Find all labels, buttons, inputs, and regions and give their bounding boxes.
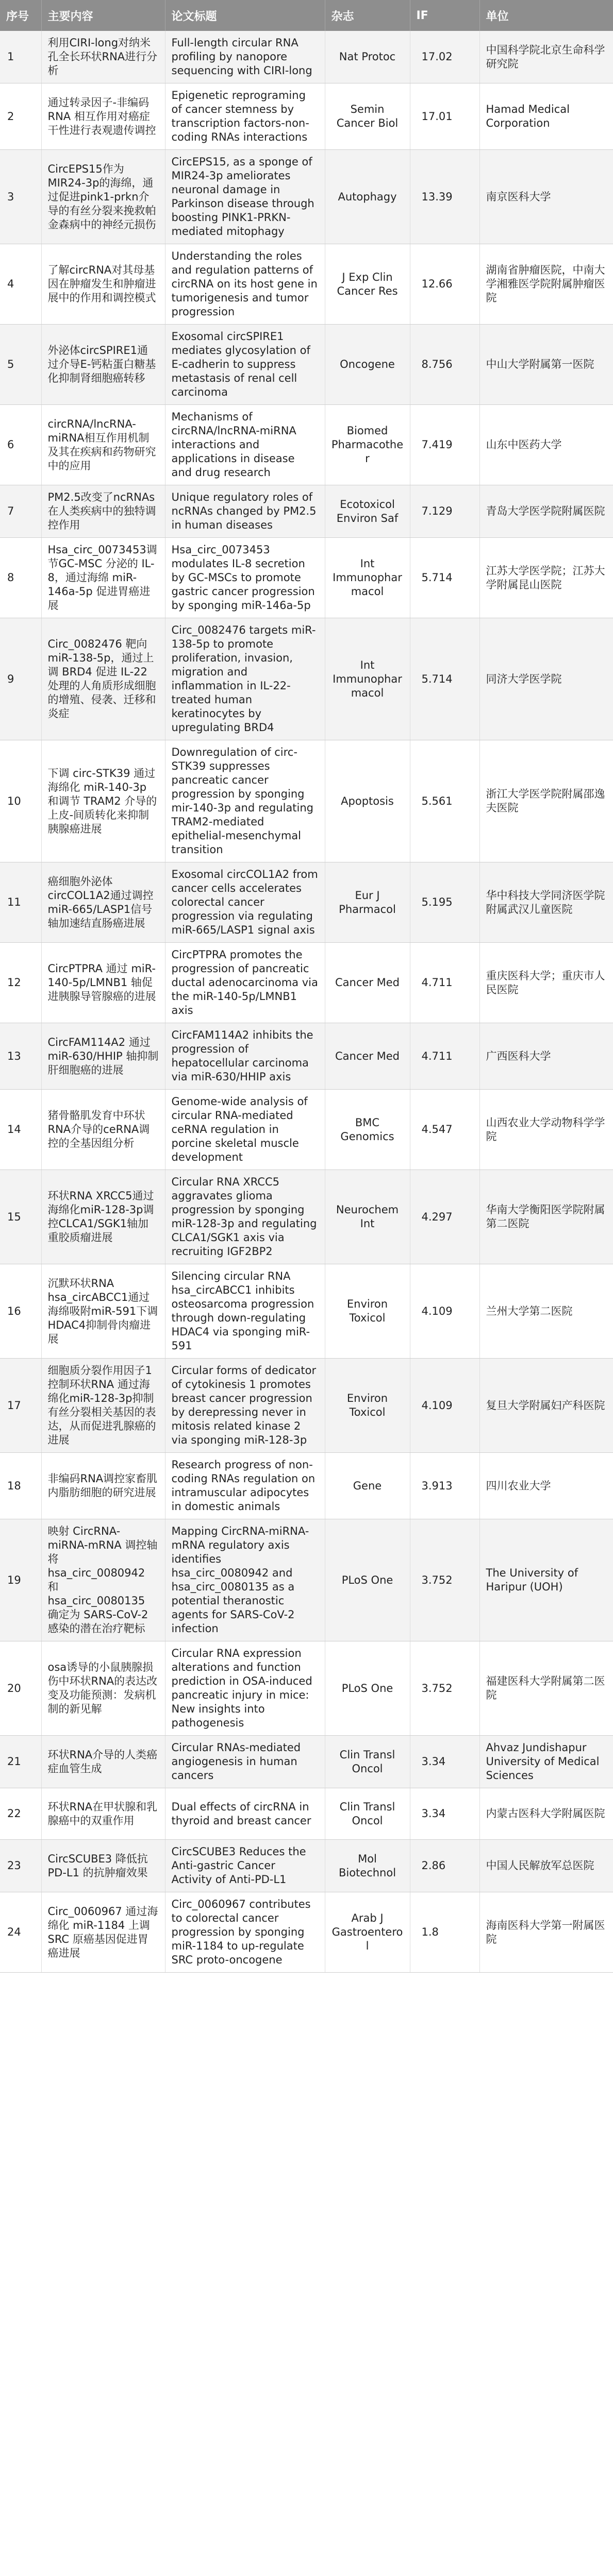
table-row <box>0 83 613 150</box>
main-content-cell: 映射 CircRNA-miRNA-mRNA 调控轴将 hsa_circ_0080942 和 hsa_circ_0080135 确定为 SARS-CoV-2 感染的潜在治疗靶标 <box>41 1519 165 1641</box>
main-content-cell: Circ_0060967 通过海绵化 miR-1184 上调 SRC 原癌基因促进胃癌进展 <box>41 1892 165 1973</box>
row-number: 6 <box>0 405 41 485</box>
impact-factor-cell: 12.66 <box>410 244 479 325</box>
paper-title-cell: CircPTPRA promotes the progression of pancreatic ductal adenocarcinoma via the miR-140-5p/LMNB1 axis <box>165 943 325 1023</box>
main-content-cell: 细胞质分裂作用因子1控制环状RNA 通过海绵化miR-128-3p抑制有丝分裂相关基因的表达，从而促进乳腺癌的进展 <box>41 1359 165 1453</box>
paper-title-cell: Circular RNA XRCC5 aggravates glioma progression by sponging miR-128-3p and regulating CLCA1/SGK1 axis via recruiting IGF2BP2 <box>165 1170 325 1264</box>
journal-cell: Eur J Pharmacol <box>325 862 410 943</box>
table-row <box>0 1359 613 1453</box>
header-paper-title: 论文标题 <box>165 0 325 31</box>
table-row <box>0 538 613 618</box>
impact-factor-cell: 7.129 <box>410 485 479 538</box>
row-number: 12 <box>0 943 41 1023</box>
journal-cell: Nat Protoc <box>325 31 410 83</box>
paper-title-cell: Genome-wide analysis of circular RNA-mediated ceRNA regulation in porcine skeletal muscle development <box>165 1090 325 1170</box>
impact-factor-cell: 17.02 <box>410 31 479 83</box>
impact-factor-cell: 4.109 <box>410 1359 479 1453</box>
header-impact-factor: IF <box>410 0 479 31</box>
institution-cell: 湖南省肿瘤医院，中南大学湘雅医学院附属肿瘤医院 <box>479 244 613 325</box>
table-row <box>0 943 613 1023</box>
main-content-cell: 沉默环状RNA hsa_circABCC1通过海绵吸附miR-591下调HDAC4抑制骨肉瘤进展 <box>41 1264 165 1359</box>
main-content-cell: 非编码RNA调控家畜肌内脂肪细胞的研究进展 <box>41 1453 165 1519</box>
row-number: 17 <box>0 1359 41 1453</box>
row-number: 2 <box>0 83 41 150</box>
table-row <box>0 1736 613 1788</box>
journal-cell: Apoptosis <box>325 740 410 862</box>
journal-cell: Int Immunopharmacol <box>325 538 410 618</box>
paper-title-cell: Circular forms of dedicator of cytokinesis 1 promotes breast cancer progression by derepressing never in mitosis related kinase 2 via sponging miR-128-3p <box>165 1359 325 1453</box>
paper-title-cell: Hsa_circ_0073453 modulates IL-8 secretion by GC-MSCs to promote gastric cancer progression by sponging miR-146a-5p <box>165 538 325 618</box>
row-number: 10 <box>0 740 41 862</box>
row-number: 21 <box>0 1736 41 1788</box>
row-number: 13 <box>0 1023 41 1090</box>
main-content-cell: 了解circRNA对其母基因在肿瘤发生和肿瘤进展中的作用和调控模式 <box>41 244 165 325</box>
journal-cell: Biomed Pharmacother <box>325 405 410 485</box>
impact-factor-cell: 3.34 <box>410 1788 479 1840</box>
table-row <box>0 1519 613 1641</box>
main-content-cell: circRNA/lncRNA-miRNA相互作用机制及其在疾病和药物研究中的应用 <box>41 405 165 485</box>
main-content-cell: 下调 circ-STK39 通过海绵化 miR-140-3p 和调节 TRAM2 介导的上皮-间质转化来抑制胰腺癌进展 <box>41 740 165 862</box>
paper-title-cell: CircSCUBE3 Reduces the Anti-gastric Cancer Activity of Anti-PD-L1 <box>165 1840 325 1892</box>
main-content-cell: 癌细胞外泌体circCOL1A2通过调控miR-665/LASP1信号轴加速结直肠癌进展 <box>41 862 165 943</box>
impact-factor-cell: 17.01 <box>410 83 479 150</box>
table-row <box>0 1453 613 1519</box>
institution-cell: 中国科学院北京生命科学研究院 <box>479 31 613 83</box>
table-row <box>0 244 613 325</box>
journal-cell: Clin Transl Oncol <box>325 1736 410 1788</box>
main-content-cell: PM2.5改变了ncRNAs在人类疾病中的独特调控作用 <box>41 485 165 538</box>
journal-cell: Clin Transl Oncol <box>325 1788 410 1840</box>
institution-cell: 中国人民解放军总医院 <box>479 1840 613 1892</box>
table-row <box>0 405 613 485</box>
impact-factor-cell: 7.419 <box>410 405 479 485</box>
row-number: 18 <box>0 1453 41 1519</box>
row-number: 23 <box>0 1840 41 1892</box>
impact-factor-cell: 3.913 <box>410 1453 479 1519</box>
institution-cell: 四川农业大学 <box>479 1453 613 1519</box>
main-content-cell: 外泌体circSPIRE1通过介导E-钙粘蛋白糖基化抑制肾细胞癌转移 <box>41 325 165 405</box>
table-row <box>0 31 613 83</box>
table-row <box>0 325 613 405</box>
row-number: 24 <box>0 1892 41 1973</box>
table-row <box>0 1788 613 1840</box>
header-main-content: 主要内容 <box>41 0 165 31</box>
journal-cell: Semin Cancer Biol <box>325 83 410 150</box>
row-number: 1 <box>0 31 41 83</box>
paper-title-cell: Mapping CircRNA-miRNA-mRNA regulatory axis identifies hsa_circ_0080942 and hsa_circ_0080135 as a potential theranostic agents for SARS-CoV-2 infection <box>165 1519 325 1641</box>
main-content-cell: 环状RNA介导的人类癌症血管生成 <box>41 1736 165 1788</box>
table-row <box>0 618 613 740</box>
institution-cell: 重庆医科大学；重庆市人民医院 <box>479 943 613 1023</box>
institution-cell: 复旦大学附属妇产科医院 <box>479 1359 613 1453</box>
main-content-cell: CircSCUBE3 降低抗 PD-L1 的抗肿瘤效果 <box>41 1840 165 1892</box>
journal-cell: Cancer Med <box>325 943 410 1023</box>
paper-title-cell: Circular RNAs-mediated angiogenesis in human cancers <box>165 1736 325 1788</box>
table-row <box>0 1641 613 1736</box>
paper-title-cell: Downregulation of circ-STK39 suppresses pancreatic cancer progression by sponging mir-140-3p and regulating TRAM2-mediated epithelial-mesenchymal transition <box>165 740 325 862</box>
impact-factor-cell: 3.752 <box>410 1519 479 1641</box>
impact-factor-cell: 13.39 <box>410 150 479 244</box>
table-row <box>0 862 613 943</box>
row-number: 4 <box>0 244 41 325</box>
main-content-cell: Circ_0082476 靶向 miR-138-5p，通过上调 BRD4 促进 IL-22 处理的人角质形成细胞的增殖、侵袭、迁移和炎症 <box>41 618 165 740</box>
table-row <box>0 1840 613 1892</box>
institution-cell: 中山大学附属第一医院 <box>479 325 613 405</box>
main-content-cell: 猪骨骼肌发育中环状RNA介导的ceRNA调控的全基因组分析 <box>41 1090 165 1170</box>
impact-factor-cell: 4.711 <box>410 943 479 1023</box>
institution-cell: 同济大学医学院 <box>479 618 613 740</box>
impact-factor-cell: 3.34 <box>410 1736 479 1788</box>
table-row <box>0 485 613 538</box>
institution-cell: 兰州大学第二医院 <box>479 1264 613 1359</box>
row-number: 14 <box>0 1090 41 1170</box>
row-number: 20 <box>0 1641 41 1736</box>
journal-cell: J Exp Clin Cancer Res <box>325 244 410 325</box>
paper-title-cell: Exosomal circCOL1A2 from cancer cells accelerates colorectal cancer progression via regulating miR-665/LASP1 signal axis <box>165 862 325 943</box>
row-number: 16 <box>0 1264 41 1359</box>
journal-cell: Arab J Gastroenterol <box>325 1892 410 1973</box>
impact-factor-cell: 5.714 <box>410 618 479 740</box>
paper-title-cell: Epigenetic reprograming of cancer stemness by transcription factors-non-coding RNAs interactions <box>165 83 325 150</box>
paper-title-cell: Dual effects of circRNA in thyroid and breast cancer <box>165 1788 325 1840</box>
institution-cell: 山西农业大学动物科学学院 <box>479 1090 613 1170</box>
institution-cell: 内蒙古医科大学附属医院 <box>479 1788 613 1840</box>
main-content-cell: osa诱导的小鼠胰腺损伤中环状RNA的表达改变及功能预测：发病机制的新见解 <box>41 1641 165 1736</box>
main-content-cell: 通过转录因子-非编码 RNA 相互作用对癌症干性进行表观遗传调控 <box>41 83 165 150</box>
journal-cell: PLoS One <box>325 1519 410 1641</box>
row-number: 8 <box>0 538 41 618</box>
paper-title-cell: Understanding the roles and regulation patterns of circRNA on its host gene in tumorigenesis and tumor progression <box>165 244 325 325</box>
main-content-cell: CircFAM114A2 通过 miR-630/HHIP 轴抑制肝细胞癌的进展 <box>41 1023 165 1090</box>
journal-cell: Environ Toxicol <box>325 1359 410 1453</box>
table-row <box>0 740 613 862</box>
journal-cell: Cancer Med <box>325 1023 410 1090</box>
institution-cell: 海南医科大学第一附属医院 <box>479 1892 613 1973</box>
institution-cell: Ahvaz Jundishapur University of Medical Sciences <box>479 1736 613 1788</box>
header-no: 序号 <box>0 0 41 31</box>
impact-factor-cell: 5.561 <box>410 740 479 862</box>
row-number: 5 <box>0 325 41 405</box>
table-row <box>0 150 613 244</box>
institution-cell: 广西医科大学 <box>479 1023 613 1090</box>
paper-title-cell: Silencing circular RNA hsa_circABCC1 inhibits osteosarcoma progression through down-regulating HDAC4 via sponging miR-591 <box>165 1264 325 1359</box>
journal-cell: Int Immunopharmacol <box>325 618 410 740</box>
institution-cell: The University of Haripur (UOH) <box>479 1519 613 1641</box>
impact-factor-cell: 8.756 <box>410 325 479 405</box>
paper-title-cell: Full-length circular RNA profiling by nanopore sequencing with CIRI-long <box>165 31 325 83</box>
table-row <box>0 1264 613 1359</box>
header-journal: 杂志 <box>325 0 410 31</box>
paper-title-cell: Mechanisms of circRNA/lncRNA-miRNA interactions and applications in disease and drug research <box>165 405 325 485</box>
main-content-cell: 环状RNA XRCC5通过海绵化miR-128-3p调控CLCA1/SGK1轴加重胶质瘤进展 <box>41 1170 165 1264</box>
table-row <box>0 1892 613 1973</box>
header-institution: 单位 <box>479 0 613 31</box>
header-row <box>0 0 613 31</box>
institution-cell: 江苏大学医学院；江苏大学附属昆山医院 <box>479 538 613 618</box>
institution-cell: 青岛大学医学院附属医院 <box>479 485 613 538</box>
impact-factor-cell: 4.297 <box>410 1170 479 1264</box>
main-content-cell: 利用CIRI-long对纳米孔全长环状RNA进行分析 <box>41 31 165 83</box>
table-body <box>0 31 613 1973</box>
paper-title-cell: CircEPS15, as a sponge of MIR24-3p ameliorates neuronal damage in Parkinson disease through boosting PINK1-PRKN-mediated mitophagy <box>165 150 325 244</box>
institution-cell: 华中科技大学同济医学院附属武汉儿童医院 <box>479 862 613 943</box>
paper-title-cell: Research progress of non-coding RNAs regulation on intramuscular adipocytes in domestic animals <box>165 1453 325 1519</box>
row-number: 15 <box>0 1170 41 1264</box>
journal-cell: Autophagy <box>325 150 410 244</box>
paper-title-cell: Exosomal circSPIRE1 mediates glycosylation of E-cadherin to suppress metastasis of renal cell carcinoma <box>165 325 325 405</box>
journal-cell: Environ Toxicol <box>325 1264 410 1359</box>
paper-title-cell: CircFAM114A2 inhibits the progression of hepatocellular carcinoma via miR-630/HHIP axis <box>165 1023 325 1090</box>
row-number: 3 <box>0 150 41 244</box>
main-content-cell: CircPTPRA 通过 miR-140-5p/LMNB1 轴促进胰腺导管腺癌的进展 <box>41 943 165 1023</box>
impact-factor-cell: 4.109 <box>410 1264 479 1359</box>
paper-title-cell: Circular RNA expression alterations and function prediction in OSA-induced pancreatic injury in mice: New insights into pathogenesis <box>165 1641 325 1736</box>
impact-factor-cell: 4.711 <box>410 1023 479 1090</box>
paper-title-cell: Unique regulatory roles of ncRNAs changed by PM2.5 in human diseases <box>165 485 325 538</box>
main-content-cell: CircEPS15作为MIR24-3p的海绵，通过促进pink1-prkn介导的有丝分裂来挽救帕金森病中的神经元损伤 <box>41 150 165 244</box>
impact-factor-cell: 3.752 <box>410 1641 479 1736</box>
main-content-cell: Hsa_circ_0073453调节GC-MSC 分泌的 IL-8，通过海绵 miR-146a-5p 促进胃癌进展 <box>41 538 165 618</box>
row-number: 11 <box>0 862 41 943</box>
institution-cell: 福建医科大学附属第二医院 <box>479 1641 613 1736</box>
impact-factor-cell: 4.547 <box>410 1090 479 1170</box>
journal-cell: Mol Biotechnol <box>325 1840 410 1892</box>
table-row <box>0 1090 613 1170</box>
impact-factor-cell: 5.195 <box>410 862 479 943</box>
impact-factor-cell: 2.86 <box>410 1840 479 1892</box>
journal-cell: Neurochem Int <box>325 1170 410 1264</box>
journal-cell: PLoS One <box>325 1641 410 1736</box>
institution-cell: 华南大学衡阳医学院附属第二医院 <box>479 1170 613 1264</box>
institution-cell: 南京医科大学 <box>479 150 613 244</box>
table-row <box>0 1170 613 1264</box>
row-number: 7 <box>0 485 41 538</box>
row-number: 19 <box>0 1519 41 1641</box>
journal-cell: Oncogene <box>325 325 410 405</box>
institution-cell: 山东中医药大学 <box>479 405 613 485</box>
impact-factor-cell: 5.714 <box>410 538 479 618</box>
table-row <box>0 1023 613 1090</box>
impact-factor-cell: 1.8 <box>410 1892 479 1973</box>
journal-cell: BMC Genomics <box>325 1090 410 1170</box>
table-header <box>0 0 613 31</box>
paper-title-cell: Circ_0060967 contributes to colorectal cancer progression by sponging miR-1184 to up-regulate SRC proto-oncogene <box>165 1892 325 1973</box>
main-content-cell: 环状RNA在甲状腺和乳腺癌中的双重作用 <box>41 1788 165 1840</box>
institution-cell: 浙江大学医学院附属邵逸夫医院 <box>479 740 613 862</box>
institution-cell: Hamad Medical Corporation <box>479 83 613 150</box>
journal-cell: Ecotoxicol Environ Saf <box>325 485 410 538</box>
journal-cell: Gene <box>325 1453 410 1519</box>
row-number: 9 <box>0 618 41 740</box>
row-number: 22 <box>0 1788 41 1840</box>
paper-title-cell: Circ_0082476 targets miR-138-5p to promote proliferation, invasion, migration and inflammation in IL-22-treated human keratinocytes by upregulating BRD4 <box>165 618 325 740</box>
